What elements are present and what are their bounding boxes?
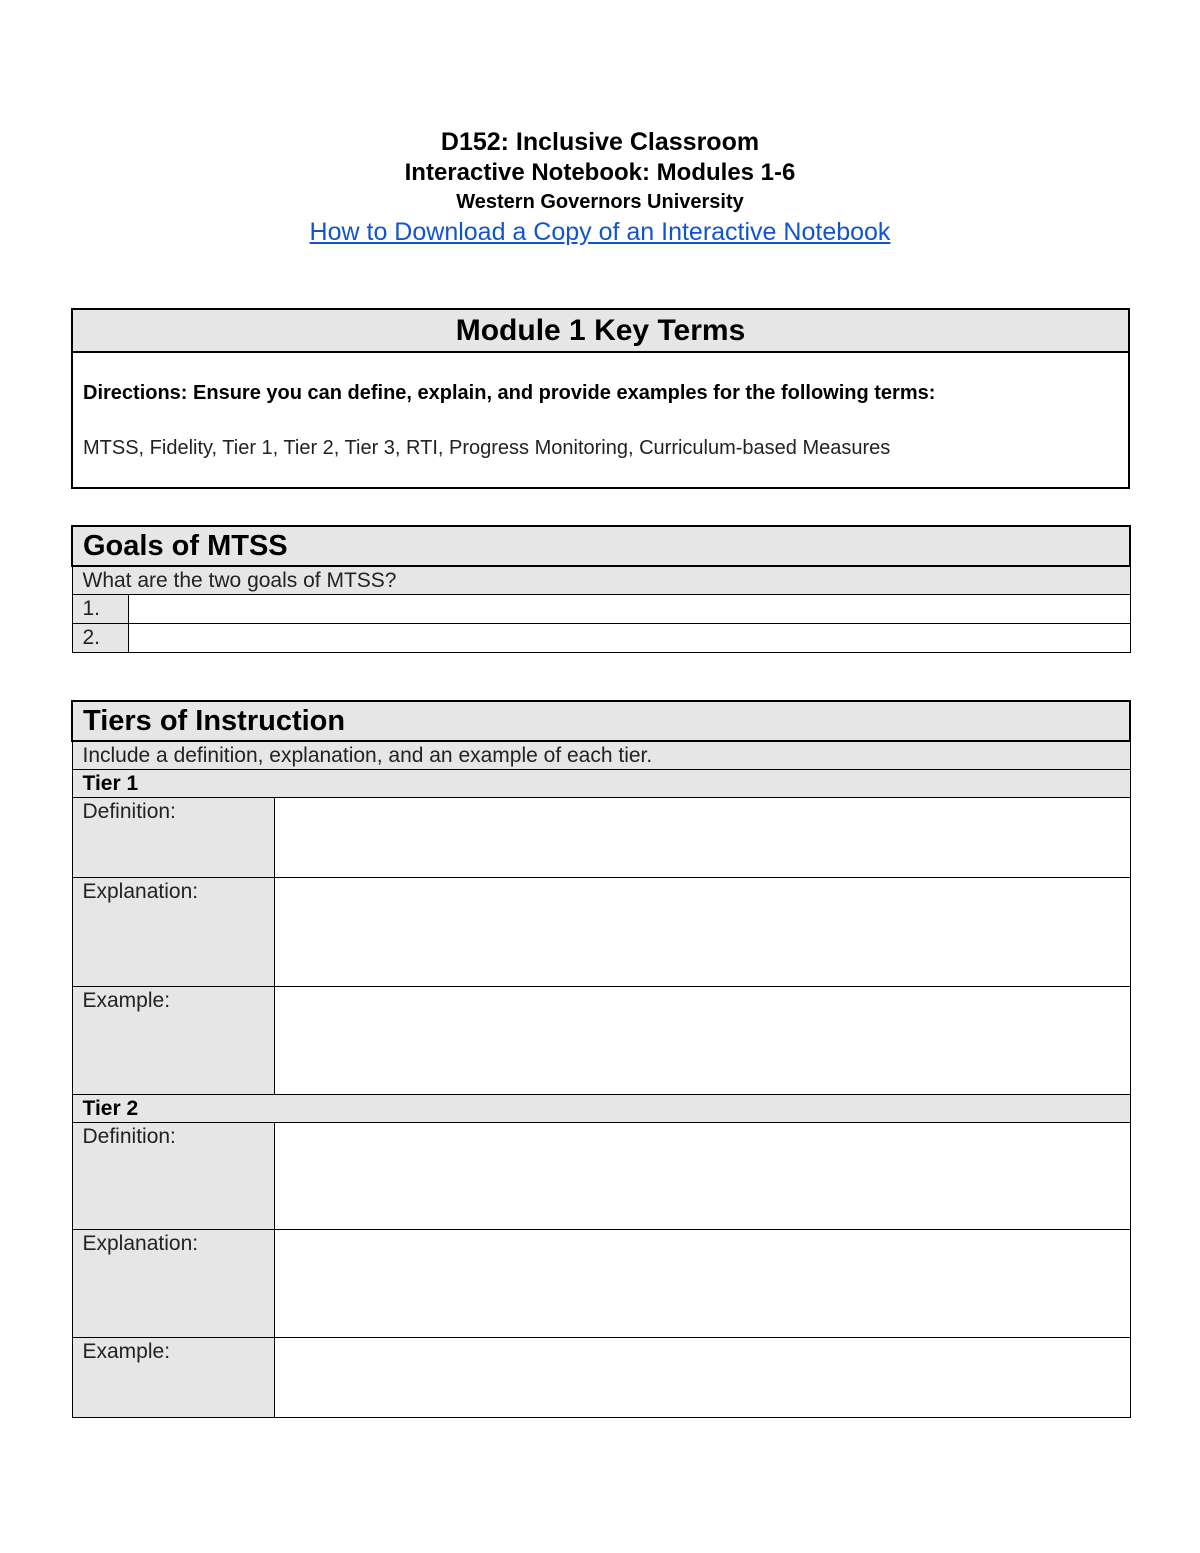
tier2-explanation-field[interactable] bbox=[274, 1230, 1130, 1338]
notebook-title: Interactive Notebook: Modules 1-6 bbox=[404, 159, 796, 186]
table-row bbox=[72, 595, 1130, 624]
tier1-example-field[interactable] bbox=[274, 987, 1130, 1095]
tier1-definition-label: Definition: bbox=[72, 798, 274, 878]
goals-of-mtss-table bbox=[71, 525, 1131, 653]
goals-prompt: What are the two goals of MTSS? bbox=[72, 566, 1130, 595]
module1-directions: Directions: Ensure you can define, explain, and provide examples for the following terms: bbox=[83, 382, 936, 404]
table-row bbox=[72, 1338, 1130, 1418]
goal-number: 2. bbox=[72, 624, 128, 653]
table-row bbox=[72, 878, 1130, 987]
goals-title: Goals of MTSS bbox=[72, 526, 1130, 566]
tiers-prompt: Include a definition, explanation, and an example of each tier. bbox=[72, 741, 1130, 770]
tier2-explanation-label: Explanation: bbox=[72, 1230, 274, 1338]
document-header bbox=[0, 126, 1200, 248]
table-row bbox=[72, 1230, 1130, 1338]
table-row bbox=[72, 987, 1130, 1095]
tier1-definition-field[interactable] bbox=[274, 798, 1130, 878]
table-row bbox=[72, 624, 1130, 653]
tier2-definition-label: Definition: bbox=[72, 1123, 274, 1230]
tiers-title: Tiers of Instruction bbox=[72, 701, 1130, 741]
university-name: Western Governors University bbox=[456, 191, 744, 213]
goal-1-answer-field[interactable] bbox=[128, 595, 1130, 624]
tier1-explanation-label: Explanation: bbox=[72, 878, 274, 987]
tiers-of-instruction-table bbox=[71, 700, 1131, 1418]
tier1-explanation-field[interactable] bbox=[274, 878, 1130, 987]
tier2-example-field[interactable] bbox=[274, 1338, 1130, 1418]
goal-2-answer-field[interactable] bbox=[128, 624, 1130, 653]
table-row bbox=[72, 1123, 1130, 1230]
tier1-example-label: Example: bbox=[72, 987, 274, 1095]
module1-title: Module 1 Key Terms bbox=[73, 310, 1128, 353]
tier2-example-label: Example: bbox=[72, 1338, 274, 1418]
module1-body bbox=[73, 353, 1128, 487]
tier2-header: Tier 2 bbox=[72, 1095, 1130, 1123]
table-row bbox=[72, 798, 1130, 878]
course-title: D152: Inclusive Classroom bbox=[440, 128, 760, 156]
tier1-header: Tier 1 bbox=[72, 770, 1130, 798]
tier2-definition-field[interactable] bbox=[274, 1123, 1130, 1230]
goal-number: 1. bbox=[72, 595, 128, 624]
module1-terms-list: MTSS, Fidelity, Tier 1, Tier 2, Tier 3, RTI, Progress Monitoring, Curriculum-based Measures bbox=[83, 437, 891, 459]
download-instructions-link[interactable]: How to Download a Copy of an Interactive Notebook bbox=[309, 218, 891, 246]
module1-key-terms-box bbox=[71, 308, 1130, 489]
